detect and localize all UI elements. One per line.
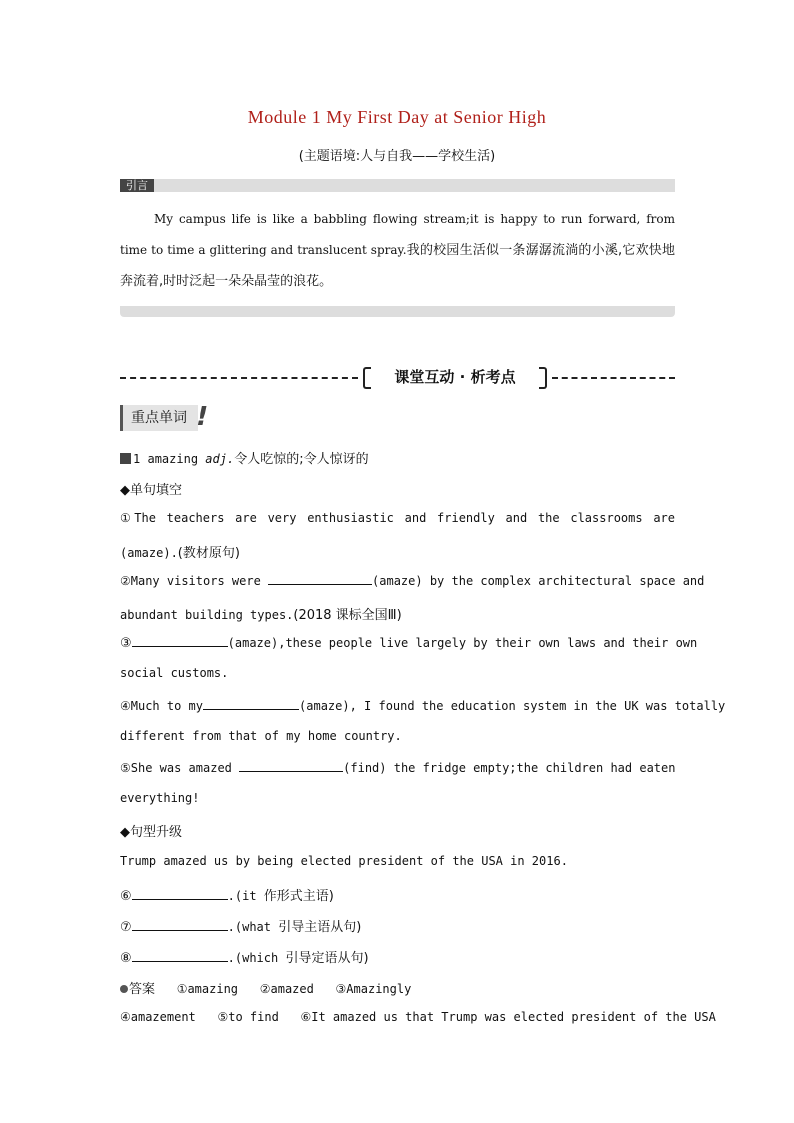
question-2-line-2: abundant building types.(2018 课标全国Ⅲ) (120, 608, 402, 623)
bracket-left-icon (363, 367, 371, 389)
answers-line-1: 答案 ①amazing ②amazed ③Amazingly (120, 978, 675, 997)
answers-label: 答案 (129, 982, 156, 997)
answer-blank[interactable] (268, 573, 372, 585)
question-6: ⑥ .(it 作形式主语) (120, 889, 334, 904)
answer-blank[interactable] (203, 698, 299, 710)
page-subtitle: (主题语境:人与自我——学校生活) (298, 149, 496, 164)
question-3-line-1: ③ (amaze),these people live largely by their own laws and their own (120, 636, 698, 651)
question-1-line-1: ①The teachers are very enthusiastic and friendly and the classrooms are (120, 511, 675, 525)
vocab-entry: 1 amazing adj.令人吃惊的;令人惊讶的 (120, 448, 675, 467)
page-title: Module 1 My First Day at Senior High (247, 107, 547, 127)
exclamation-icon: ! (192, 402, 212, 432)
section-heading (363, 365, 547, 389)
bracket-right-icon (539, 367, 547, 389)
question-8: ⑧ .(which 引导定语从句) (120, 951, 369, 966)
divider-dash-left (120, 377, 358, 379)
intro-tag: 引言 (120, 179, 154, 192)
upgrade-heading: ◆句型升级 (120, 825, 182, 840)
answers-line-2: ④amazement ⑤to find ⑥It amazed us that Trump was elected president of the USA (120, 1010, 716, 1024)
square-bullet-icon (120, 453, 131, 464)
question-3-line-2: social customs. (120, 666, 229, 680)
answer-blank[interactable] (132, 950, 228, 962)
section-title-text: 课堂互动 · 析考点 (394, 368, 516, 386)
answer-blank[interactable] (132, 635, 228, 647)
question-5-line-1: ⑤She was amazed (find) the fridge empty;the children had eaten (120, 761, 676, 775)
question-4-line-1: ④Much to my (amaze), I found the education system in the UK was totally (120, 699, 726, 713)
question-1-line-2: (amaze).(教材原句) (120, 546, 240, 561)
question-4-line-2: different from that of my home country. (120, 729, 402, 743)
vocab-badge: 重点单词 (120, 405, 198, 431)
intro-text-cn: 我的校园生活似一条潺潺流淌的小溪,它欢快地奔流着,时时泛起一朵朵晶莹的浪花。 (120, 243, 675, 289)
question-2-line-1: ②Many visitors were (amaze) by the complex architectural space and (120, 574, 705, 588)
intro-paragraph (120, 204, 675, 297)
intro-header-bar (120, 179, 675, 192)
answer-blank[interactable] (132, 919, 228, 931)
intro-footer-bar (120, 306, 675, 317)
section-divider (120, 365, 675, 389)
question-5-line-2: everything! (120, 791, 200, 805)
answer-blank[interactable] (239, 760, 343, 772)
upgrade-sentence: Trump amazed us by being elected president of the USA in 2016. (120, 854, 568, 868)
answer-blank[interactable] (132, 888, 228, 900)
intro-text-en: My campus life is like a babbling flowing stream;it is happy to run forward, from time to time a glittering and translucent spray. (120, 212, 675, 257)
fill-heading: ◆单句填空 (120, 483, 182, 498)
question-7: ⑦ .(what 引导主语从句) (120, 920, 362, 935)
divider-dash-right (552, 377, 675, 379)
answer-marker-icon (120, 985, 128, 993)
